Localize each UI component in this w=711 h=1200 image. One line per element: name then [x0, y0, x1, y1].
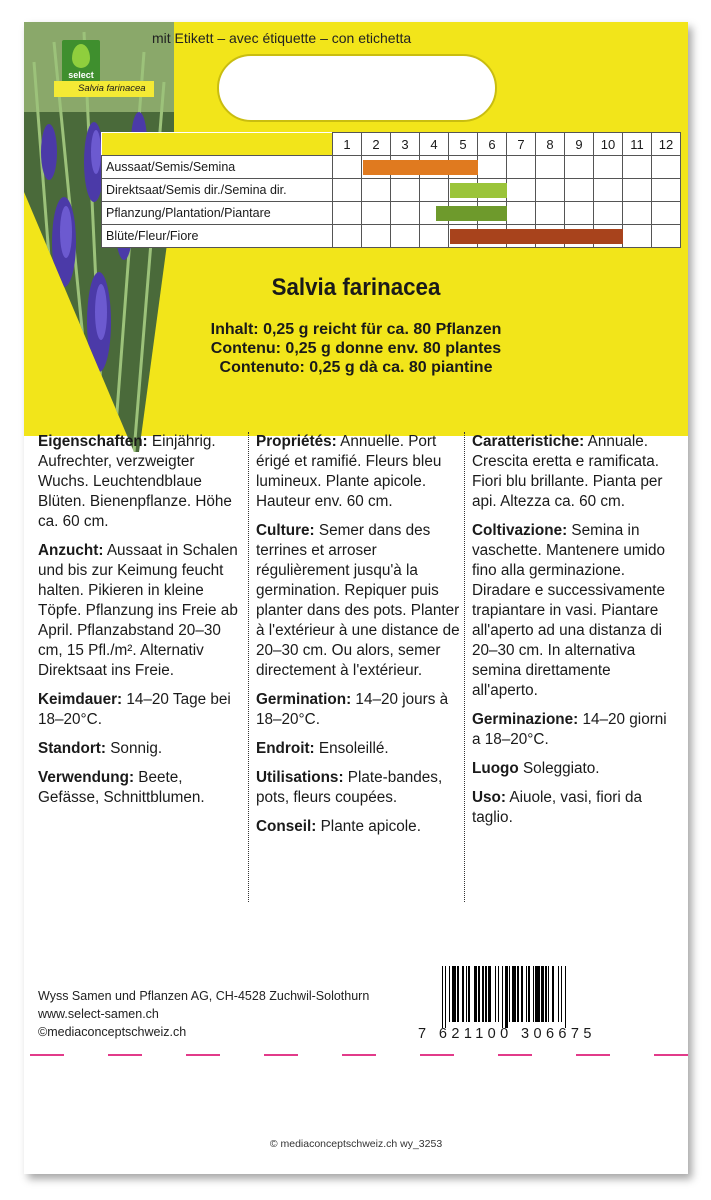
info-section	[256, 432, 461, 512]
info-heading: Coltivazione:	[472, 522, 568, 539]
calendar-cell	[594, 156, 623, 179]
info-heading: Keimdauer:	[38, 691, 123, 708]
calendar-cell	[391, 202, 420, 225]
cut-dash	[30, 1054, 64, 1056]
info-heading: Uso:	[472, 789, 506, 806]
month-header: 5	[449, 133, 478, 156]
info-section	[38, 768, 243, 808]
calendar-row-label: Pflanzung/Plantation/Piantare	[102, 202, 333, 225]
calendar-row	[102, 156, 681, 179]
info-heading: Eigenschaften:	[38, 433, 148, 450]
calendar-cell	[594, 202, 623, 225]
info-section	[256, 739, 461, 759]
month-header: 3	[391, 133, 420, 156]
company-address: Wyss Samen und Pflanzen AG, CH-4528 Zuchwil-Solothurn	[38, 989, 370, 1003]
info-text: Annuale. Crescita eretta e ramificata. Fiori blu brillante. Pianta per api. Altezza ca. 60 cm.	[472, 433, 663, 510]
calendar-cell	[333, 156, 362, 179]
copyright: ©mediaconceptschweiz.ch	[38, 1025, 187, 1039]
info-section	[256, 768, 461, 808]
variety-label: Salvia farinacea	[54, 81, 154, 97]
info-section	[38, 432, 243, 532]
cut-dash	[654, 1054, 688, 1056]
tagline: mit Etikett – avec étiquette – con etichetta	[152, 30, 412, 46]
info-heading: Culture:	[256, 522, 315, 539]
info-heading: Utilisations:	[256, 769, 344, 786]
calendar-cell	[362, 202, 391, 225]
column-divider	[248, 432, 249, 902]
calendar-cell	[565, 179, 594, 202]
info-heading: Verwendung:	[38, 769, 135, 786]
info-text: Ensoleillé.	[314, 740, 389, 757]
info-heading: Standort:	[38, 740, 106, 757]
barcode-digits: 7 621100 306675	[418, 1026, 596, 1042]
calendar-cell	[594, 179, 623, 202]
info-section	[38, 690, 243, 730]
calendar-cell	[536, 179, 565, 202]
info-text: Annuelle. Port érigé et ramifié. Fleurs bleu lumineux. Plante apicole. Hauteur env. 60 cm.	[256, 433, 442, 510]
info-section	[472, 521, 677, 701]
cut-line	[30, 1054, 670, 1056]
info-text: Aiuole, vasi, fiori da taglio.	[472, 789, 643, 826]
info-heading: Germination:	[256, 691, 352, 708]
column-german	[38, 432, 243, 817]
calendar-period-bar	[450, 183, 507, 198]
content-line-de: Inhalt: 0,25 g reicht für ca. 80 Pflanzen	[210, 321, 502, 338]
calendar-period-bar	[436, 206, 508, 221]
calendar-cell	[420, 225, 449, 248]
column-french	[256, 432, 461, 846]
hang-hole	[217, 54, 497, 122]
column-italian	[472, 432, 677, 837]
info-text: Sonnig.	[105, 740, 163, 757]
cut-dash	[108, 1054, 142, 1056]
cut-dash	[264, 1054, 298, 1056]
info-section	[472, 710, 677, 750]
calendar-cell	[333, 179, 362, 202]
content-info	[24, 320, 688, 377]
calendar-row	[102, 202, 681, 225]
calendar-cell	[536, 156, 565, 179]
calendar-cell	[507, 156, 536, 179]
calendar-cell	[536, 202, 565, 225]
calendar-corner	[102, 133, 333, 156]
info-text: Beete, Gefässe, Schnittblumen.	[38, 769, 205, 806]
company-website: www.select-samen.ch	[38, 1007, 159, 1021]
calendar-cell	[362, 225, 391, 248]
calendar-cell	[652, 156, 681, 179]
calendar-cell	[652, 202, 681, 225]
info-text: 14–20 Tage bei 18–20°C.	[38, 691, 231, 728]
info-section	[472, 759, 677, 779]
month-header: 4	[420, 133, 449, 156]
column-divider	[464, 432, 465, 902]
info-text: Soleggiato.	[518, 760, 600, 777]
info-heading: Anzucht:	[38, 542, 104, 559]
info-text: Plante apicole.	[316, 818, 421, 835]
calendar-row	[102, 179, 681, 202]
calendar-cell	[507, 179, 536, 202]
calendar-cell	[623, 156, 652, 179]
calendar-cell	[362, 179, 391, 202]
cut-dash	[498, 1054, 532, 1056]
calendar-cell	[565, 202, 594, 225]
info-section	[472, 788, 677, 828]
info-text: Einjährig. Aufrechter, verzweigter Wuchs. Leuchtendblaue Blüten. Bienenpflanze. Höhe ca. 60 cm.	[38, 433, 232, 530]
info-heading: Endroit:	[256, 740, 315, 757]
month-header: 11	[623, 133, 652, 156]
content-line-it: Contenuto: 0,25 g dà ca. 80 piantine	[219, 359, 493, 376]
calendar-cell	[391, 179, 420, 202]
cut-dash	[420, 1054, 454, 1056]
info-section	[256, 690, 461, 730]
month-header: 1	[333, 133, 362, 156]
info-text: Aussaat in Schalen und bis zur Keimung feucht halten. Pikieren in kleine Töpfe. Pflanzung ins Freie ab April. Pflanzabstand 20–30 cm, 15 Pfl./m². Alternativ Direktsaat ins Freie.	[38, 542, 238, 679]
info-section	[256, 521, 461, 681]
info-heading: Caratteristiche:	[472, 433, 585, 450]
footer-credit: © mediaconceptschweiz.ch wy_3253	[269, 1138, 443, 1150]
info-section	[38, 541, 243, 681]
info-section	[256, 817, 461, 837]
info-heading: Germinazione:	[472, 711, 579, 728]
seed-packet-back	[24, 22, 688, 1174]
calendar-cell	[565, 156, 594, 179]
month-header: 12	[652, 133, 681, 156]
info-text: Semer dans des terrines et arroser régulièrement jusqu'à la germination. Repiquer puis planter dans des pots. Planter à l'extérieur à une distance de 20–30 cm. Ou alors, semer directement à l'extérieur.	[256, 522, 460, 679]
info-text: 14–20 jours à 18–20°C.	[256, 691, 449, 728]
barcode-bar	[566, 966, 567, 1028]
calendar-cell	[507, 202, 536, 225]
month-header: 9	[565, 133, 594, 156]
calendar-cell	[391, 225, 420, 248]
info-text: 14–20 giorni a 18–20°C.	[472, 711, 667, 748]
month-header: 10	[594, 133, 623, 156]
content-line-fr: Contenu: 0,25 g donne env. 80 plantes	[210, 340, 502, 357]
month-header: 2	[362, 133, 391, 156]
calendar-row-label: Direktsaat/Semis dir./Semina dir.	[102, 179, 333, 202]
product-title: Salvia farinacea	[271, 274, 441, 301]
info-heading: Luogo	[472, 760, 519, 777]
info-heading: Conseil:	[256, 818, 317, 835]
calendar-cell	[420, 179, 449, 202]
cut-dash	[342, 1054, 376, 1056]
calendar-cell	[652, 225, 681, 248]
calendar-cell	[478, 156, 507, 179]
calendar-row	[102, 225, 681, 248]
info-section	[38, 739, 243, 759]
calendar-cell	[623, 225, 652, 248]
calendar-cell	[333, 225, 362, 248]
calendar-row-label: Blüte/Fleur/Fiore	[102, 225, 333, 248]
calendar-cell	[652, 179, 681, 202]
calendar-period-bar	[450, 229, 623, 244]
info-section	[472, 432, 677, 512]
leaf-icon	[72, 44, 90, 68]
yellow-header-panel	[24, 22, 688, 436]
month-header: 8	[536, 133, 565, 156]
info-text: Semina in vaschette. Mantenere umido fino alla germinazione. Diradare e successivamente trapiantare in vasi. Piantare all'aperto ad una distanza di 20–30 cm. In alternativa semina direttamente all'aperto.	[472, 522, 666, 699]
calendar-cell	[623, 179, 652, 202]
calendar-cell	[333, 202, 362, 225]
month-header: 6	[478, 133, 507, 156]
calendar-period-bar	[363, 160, 478, 175]
info-heading: Propriétés:	[256, 433, 337, 450]
barcode	[442, 966, 642, 1022]
calendar-cell	[623, 202, 652, 225]
cut-dash	[576, 1054, 610, 1056]
month-header: 7	[507, 133, 536, 156]
company-info	[38, 987, 369, 1041]
calendar-row-label: Aussaat/Semis/Semina	[102, 156, 333, 179]
cut-dash	[186, 1054, 220, 1056]
info-text: Plate-bandes, pots, fleurs coupées.	[256, 769, 443, 806]
logo-text: select	[68, 70, 94, 80]
sowing-calendar	[101, 132, 681, 248]
